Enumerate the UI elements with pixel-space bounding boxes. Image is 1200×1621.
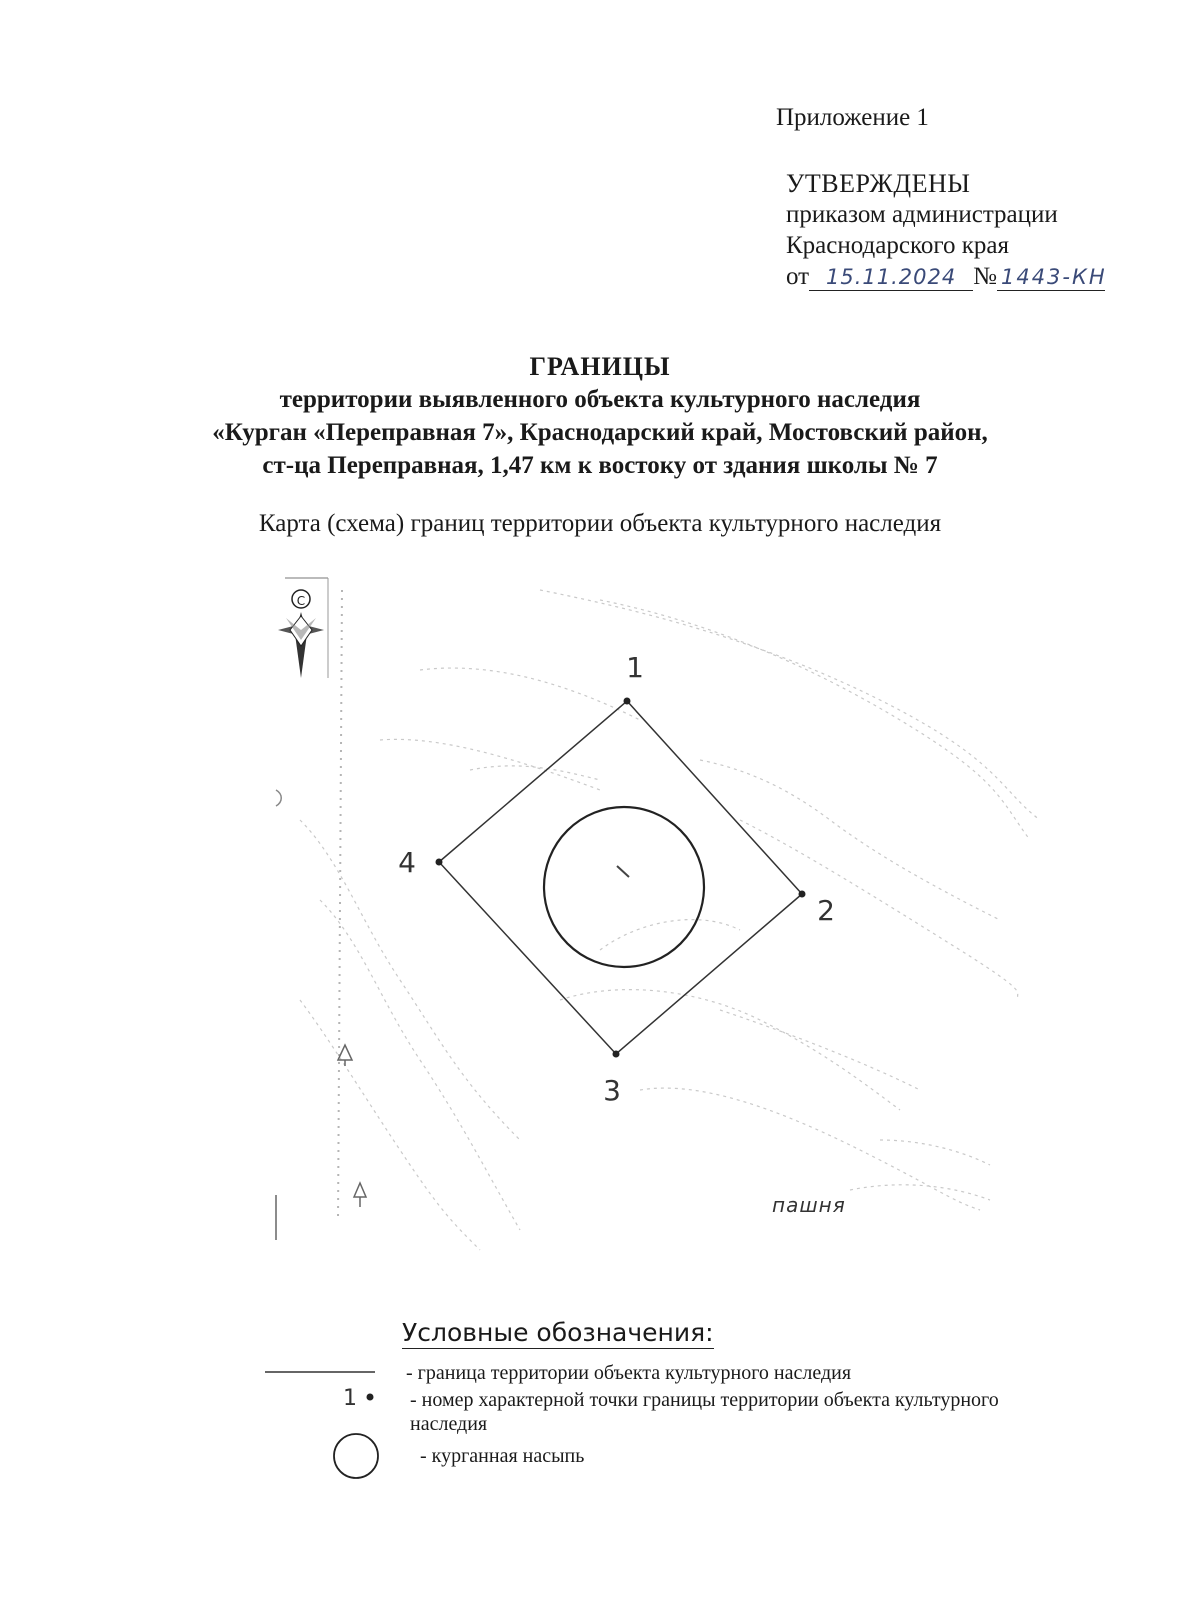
compass-rose-icon: [278, 578, 328, 678]
title-line-1: территории выявленного объекта культурного наследия: [279, 386, 921, 413]
date-prefix: от: [786, 263, 810, 290]
tree-icon: [354, 1183, 366, 1207]
boundary-point-4: [436, 859, 443, 866]
legend-mound-circle: [334, 1434, 378, 1478]
contour-lines: [300, 590, 1040, 1250]
approval-block: [786, 168, 1105, 292]
map-caption: Карта (схема) границ территории объекта культурного наследия: [258, 510, 942, 537]
boundary-point-1: [624, 698, 631, 705]
road-edge: [338, 590, 342, 1220]
handwritten-number: 1443-КН: [997, 264, 1105, 291]
approved-line-1: приказом администрации: [786, 201, 1058, 228]
boundary-point-3: [613, 1051, 620, 1058]
legend-mound-text: - курганная насыпь: [420, 1445, 585, 1467]
mound-circle: [544, 807, 704, 967]
title-line-2: «Курган «Переправная 7», Краснодарский край, Мостовский район,: [212, 419, 988, 446]
appendix-label: Приложение 1: [776, 104, 929, 131]
approved-title: УТВЕРЖДЕНЫ: [786, 169, 971, 198]
compass-letter: С: [296, 594, 306, 608]
approved-line-2: Краснодарского края: [786, 232, 1009, 259]
edge-mark-arc: [276, 790, 281, 806]
boundary-point-label-3: 3: [603, 1074, 621, 1107]
boundary-map: [0, 560, 1200, 1260]
boundary-points: [398, 651, 835, 1107]
title-line-3: ст-ца Переправная, 1,47 км к востоку от здания школы № 7: [262, 452, 938, 479]
legend-title: Условные обозначения:: [402, 1318, 714, 1347]
land-label: пашня: [772, 1193, 846, 1217]
boundary-point-label-1: 1: [626, 651, 644, 684]
handwritten-date: 15.11.2024: [809, 264, 973, 291]
document-title: [0, 350, 1200, 482]
boundary-point-label-4: 4: [398, 846, 416, 879]
title-main: ГРАНИЦЫ: [529, 352, 671, 381]
boundary-point-2: [799, 891, 806, 898]
mound-center-mark: [617, 866, 629, 877]
date-number-line: [786, 261, 1105, 292]
legend-symbols: [0, 1350, 420, 1490]
legend-boundary-text: - граница территории объекта культурного наследия: [406, 1362, 852, 1384]
number-prefix: №: [973, 263, 997, 290]
legend-point-dot: [367, 1394, 374, 1401]
legend-point-text: - номер характерной точки границы территории объекта культурного наследия: [410, 1389, 999, 1435]
boundary-point-label-2: 2: [817, 894, 835, 927]
territory-boundary: [439, 701, 802, 1054]
legend-point-label: 1: [343, 1386, 357, 1411]
bush-icon: [338, 1045, 352, 1066]
